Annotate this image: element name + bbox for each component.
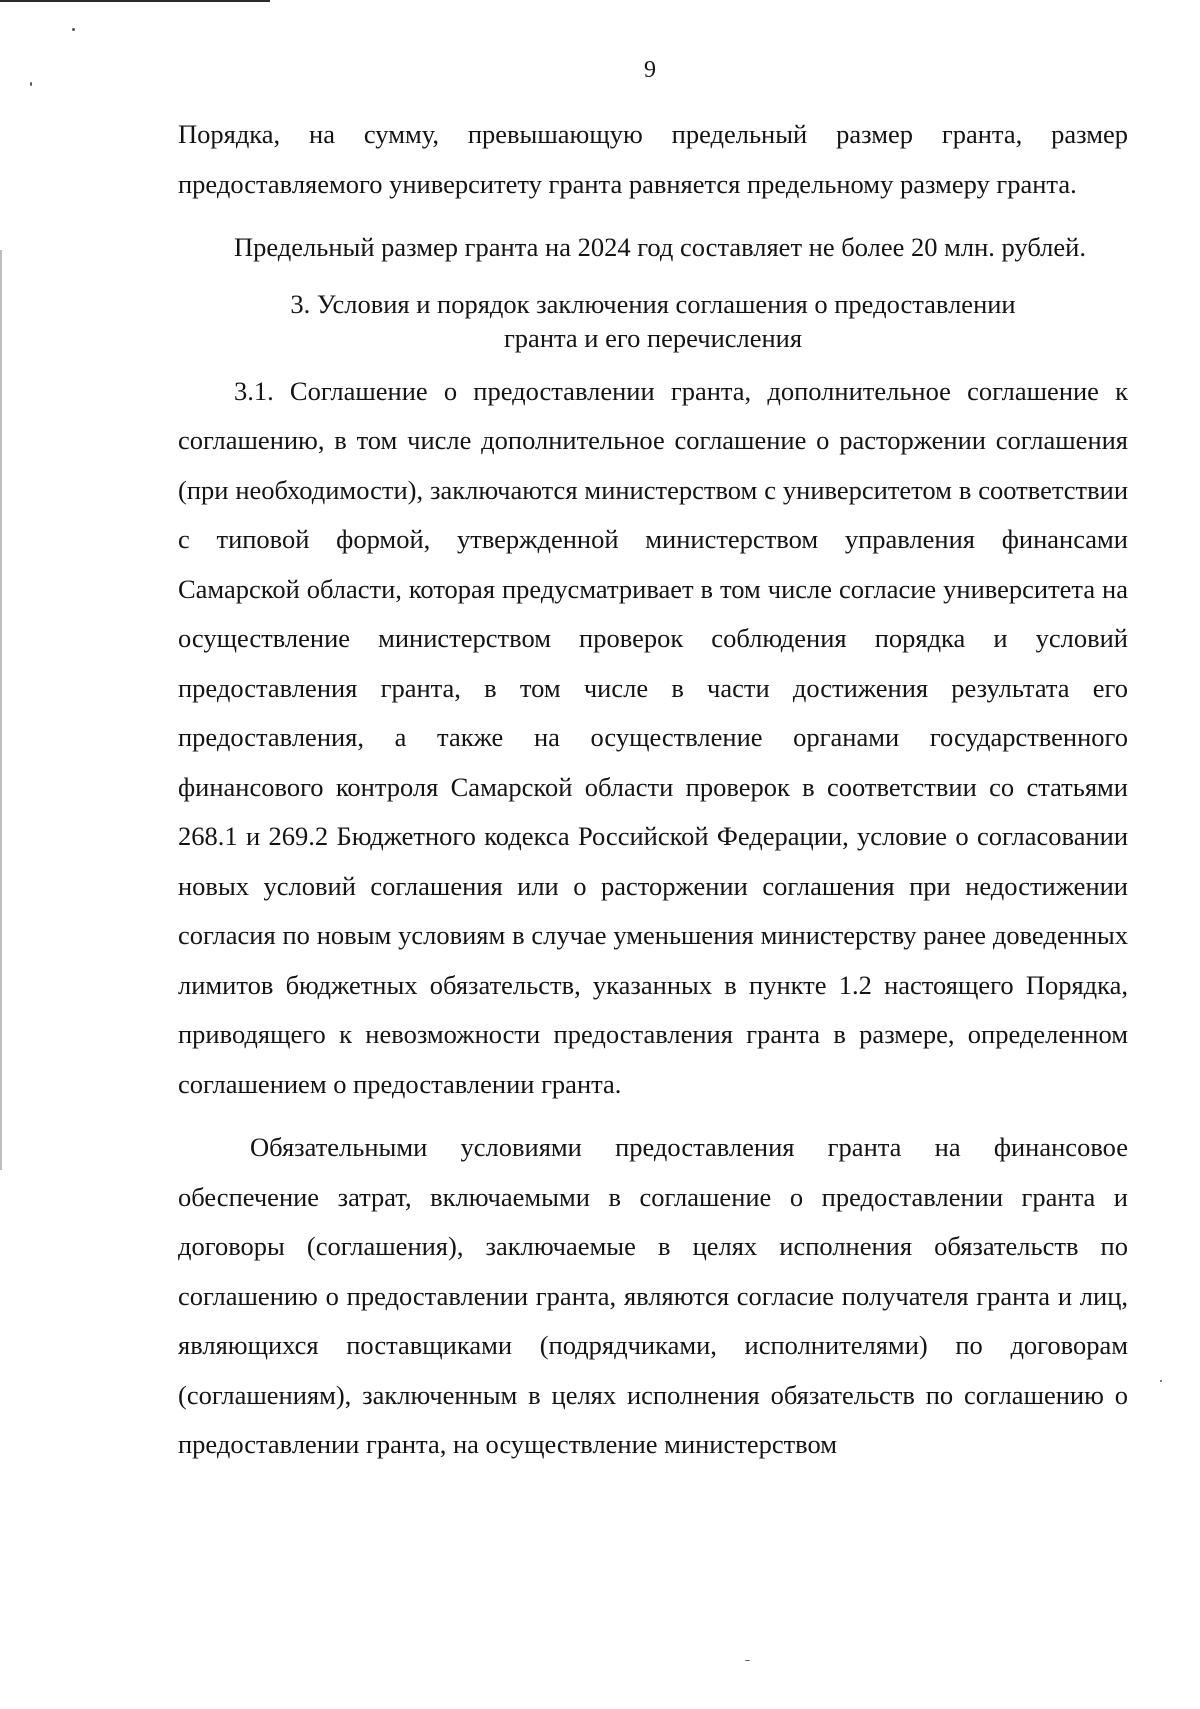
paragraph-grant-limit-continuation: Порядка, на сумму, превышающую предельный размер гранта, размер предоставляемого университету гранта равняется предельному размеру гранта. [178,119,1128,199]
scan-edge-line [0,250,2,1170]
section-heading-line-1: 3. Условия и порядок заключения соглашения о предоставлении [290,288,1016,319]
section-heading-line-2: гранта и его перечисления [503,322,803,353]
scan-speck [72,28,75,31]
document-body [178,110,1128,1470]
section-heading [178,287,1128,355]
top-rule [0,0,270,2]
paragraph-mandatory-conditions: Обязательными условиями предоставления гранта на финансовое обеспечение затрат, включаемыми в соглашение о предоставлении гранта и договоры (соглашения), заключаемые в целях исполнения обязательств по соглашению о предоставлении гранта, являются согласие получателя гранта и лиц, являющихся поставщиками (подрядчиками, исполнителями) по договорам (соглашениям), заключенным в целях исполнения обязательств по соглашению о предоставлении гранта, на осуществление министерством [178,1132,1128,1459]
paragraph-grant-limit-2024: Предельный размер гранта на 2024 год составляет не более 20 млн. рублей. [234,232,1086,262]
scan-speck [745,1660,750,1661]
scan-speck [1160,1380,1162,1382]
page-number: 9 [644,57,656,83]
paragraph-3-1-agreement: 3.1. Соглашение о предоставлении гранта, дополнительное соглашение к соглашению, в том числе дополнительное соглашение о расторжении соглашения (при необходимости), заключаются министерством с университетом в соответствии с типовой формой, утвержденной министерством управления финансами Самарской области, которая предусматривает в том числе согласие университета на осуществление министерством проверок соблюдения порядка и условий предоставления гранта, в том числе в части достижения результата его предоставления, а также на осуществление органами государственного финансового контроля Самарской области проверок в соответствии со статьями 268.1 и 269.2 Бюджетного кодекса Российской Федерации, условие о согласовании новых условий соглашения или о расторжении соглашения при недостижении согласия по новым условиям в случае уменьшения министерству ранее доведенных лимитов бюджетных обязательств, указанных в пункте 1.2 настоящего Порядка, приводящего к невозможности предоставления гранта в размере, определенном соглашением о предоставлении гранта. [178,375,1128,1099]
